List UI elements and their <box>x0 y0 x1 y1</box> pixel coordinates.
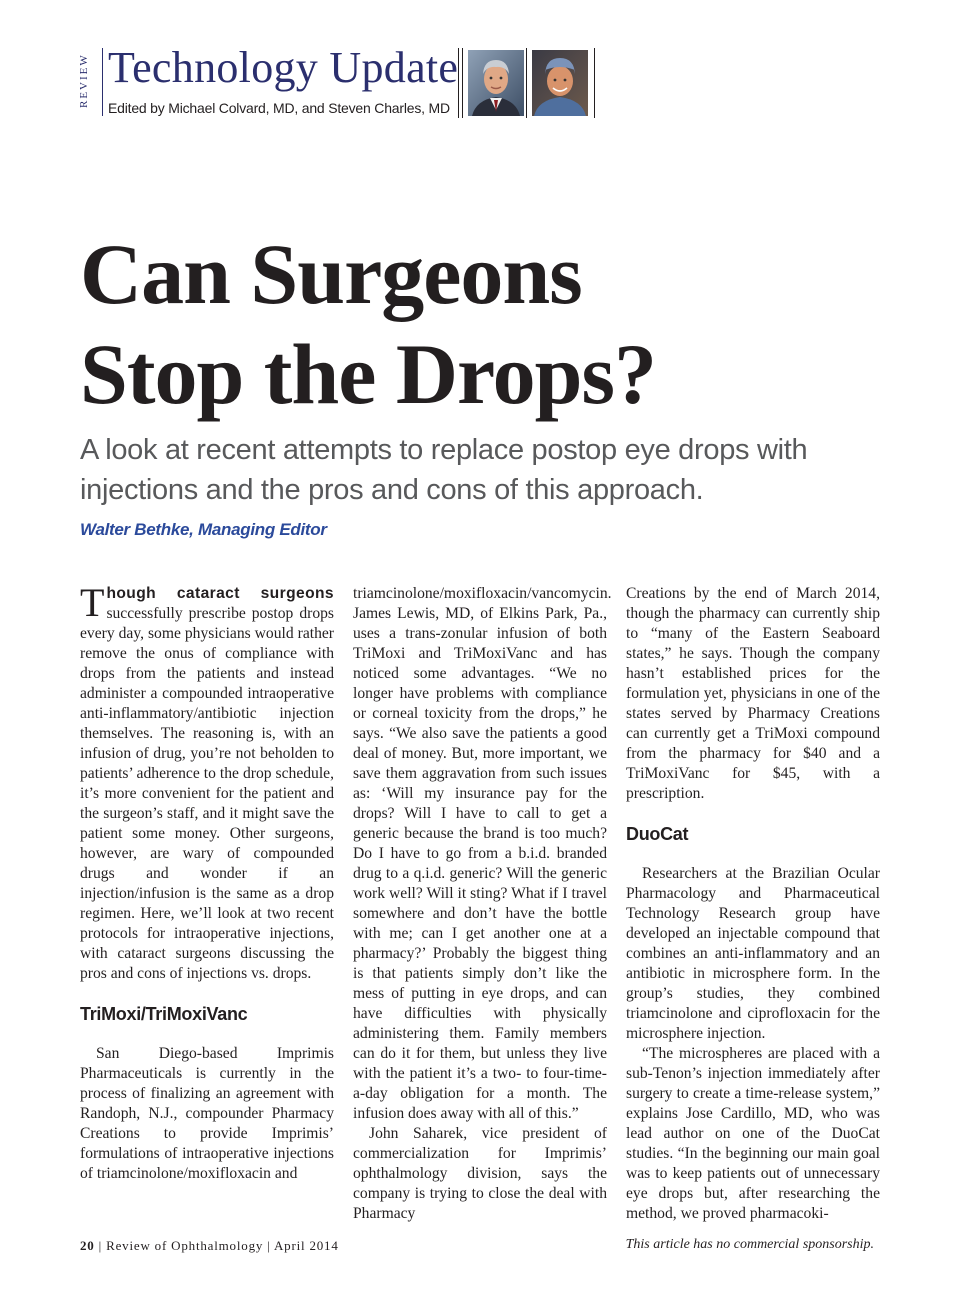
body-paragraph: triamcinolone/moxifloxacin/vancomycin. James Lewis, MD, of Elkins Park, Pa., uses a trans-zonular infusion of both TriMoxi and TriMoxiVanc and has noticed some advantages. “We no longer have problems with compliance or corneal toxicity from the drops,” he says. “We also save the patients a good deal of money. But, more important, we save them aggravation from such issues as: ‘Will my insurance pay for the drops? Will I have to call to get a generic because the brand is too much? Do I have to go from a b.i.d. branded drug to a q.i.d. generic? Will the generic work well? Will it sting? What if I travel somewhere and don’t have the bottle with me; can I get another one at a pharmacy?’ Probably the biggest thing is that patients simply don’t like the mess of putting in eye drops, and can have difficulties with physically administering them. Family members can do it for them, but unless they live with the patient it’s a two- to four-time-a-day obligation for a month. The infusion does away with all of this.” <box>353 585 612 1122</box>
headline-line-1: Can Surgeons <box>80 226 582 322</box>
body-text: successfully prescribe postop drops every day, some physicians would rather remove the onus of compliance with drops from the patients and instead administer a compounded intraoperative anti-inflammatory/antibiotic injection themselves. The reasoning is, with an infusion of drug, you’re not beholden to patients’ adherence to the drop schedule, it’s more convenient for the patient and the surgeon’s staff, and it might save the patient some money. Other surgeons, however, are wary of compounded drugs and wonder if an injection/infusion is the same as a drop regimen. Here, we’ll look at two recent protocols for intraoperative injections, with cataract surgeons discussing the pros and cons of injections vs. drops. <box>80 605 334 982</box>
header-divider <box>458 48 459 118</box>
section-title: Technology Update <box>108 43 459 92</box>
body-column-1 <box>80 580 334 1184</box>
footer-separator: | <box>94 1238 107 1253</box>
body-column-3 <box>626 584 880 1224</box>
article-deck: A look at recent attempts to replace postop eye drops with injections and the pros and cons of this approach. <box>80 434 808 506</box>
body-paragraph: Researchers at the Brazilian Ocular Pharmacology and Pharmaceutical Technology Research group have developed an injectable compound that combines an anti-inflammatory and an antibiotic in microsphere form. In the group’s studies, they combined triamcinolone and ciprofloxacin for the microsphere injection. <box>626 865 880 1042</box>
footer-separator: | <box>263 1238 274 1253</box>
body-paragraph: John Saharek, vice president of commercialization for Imprimis’ ophthalmology division, says the company is trying to close the deal with Pharmacy <box>353 1125 607 1222</box>
masthead <box>78 44 598 118</box>
headline-line-2: Stop the Drops? <box>80 326 656 422</box>
issue-date: April 2014 <box>273 1238 339 1253</box>
editor-photo-colvard <box>468 50 524 116</box>
lead-in: hough cataract surgeons <box>106 585 334 602</box>
body-paragraph <box>80 580 334 984</box>
header-divider <box>594 48 595 118</box>
section-tag: REVIEW <box>78 53 90 109</box>
header-divider <box>462 48 463 118</box>
body-paragraph: “The microspheres are placed with a sub-Tenon’s injection immediately after surgery to create a time-release system,” explains Jose Cardillo, MD, who was lead author on one of the DuoCat studies. “In the beginning our main goal was to keep patients out of unnecessary eye drops but, after researching the method, we proved pharmacoki- <box>626 1045 880 1222</box>
page-number: 20 <box>80 1238 95 1253</box>
body-column-2 <box>353 584 612 1224</box>
article-byline: Walter Bethke, Managing Editor <box>80 520 327 539</box>
page-footer <box>80 1238 339 1254</box>
section-tag-divider <box>102 48 103 116</box>
body-paragraph: Creations by the end of March 2014, though the pharmacy can currently ship to “many of the Eastern Seaboard states,” he says. Though the company hasn’t established prices for the formulation yet, physicians in one of the states served by Pharmacy Creations can currently get a TriMoxi compound from the pharmacy for $40 and a TriMoxiVanc for $45, with a prescription. <box>626 585 880 802</box>
sponsorship-disclaimer: This article has no commercial sponsorship. <box>625 1237 874 1252</box>
subhead-duocat: DuoCat <box>626 824 689 844</box>
drop-cap: T <box>80 580 105 625</box>
header-divider <box>526 48 527 118</box>
body-paragraph: San Diego-based Imprimis Pharmaceuticals is currently in the process of finalizing an agreement with Randoph, N.J., compounder Pharmacy Creations to provide Imprimis’ formulations of intraoperative injections of triamcinolone/moxifloxacin and <box>80 1045 334 1182</box>
editors-credit: Edited by Michael Colvard, MD, and Steven Charles, MD <box>108 100 450 116</box>
subhead-trimoxi: TriMoxi/TriMoxiVanc <box>80 1004 248 1024</box>
publication-name: Review of Ophthalmology <box>106 1238 264 1253</box>
article-headline <box>80 224 880 424</box>
editor-photo-charles <box>532 50 588 116</box>
